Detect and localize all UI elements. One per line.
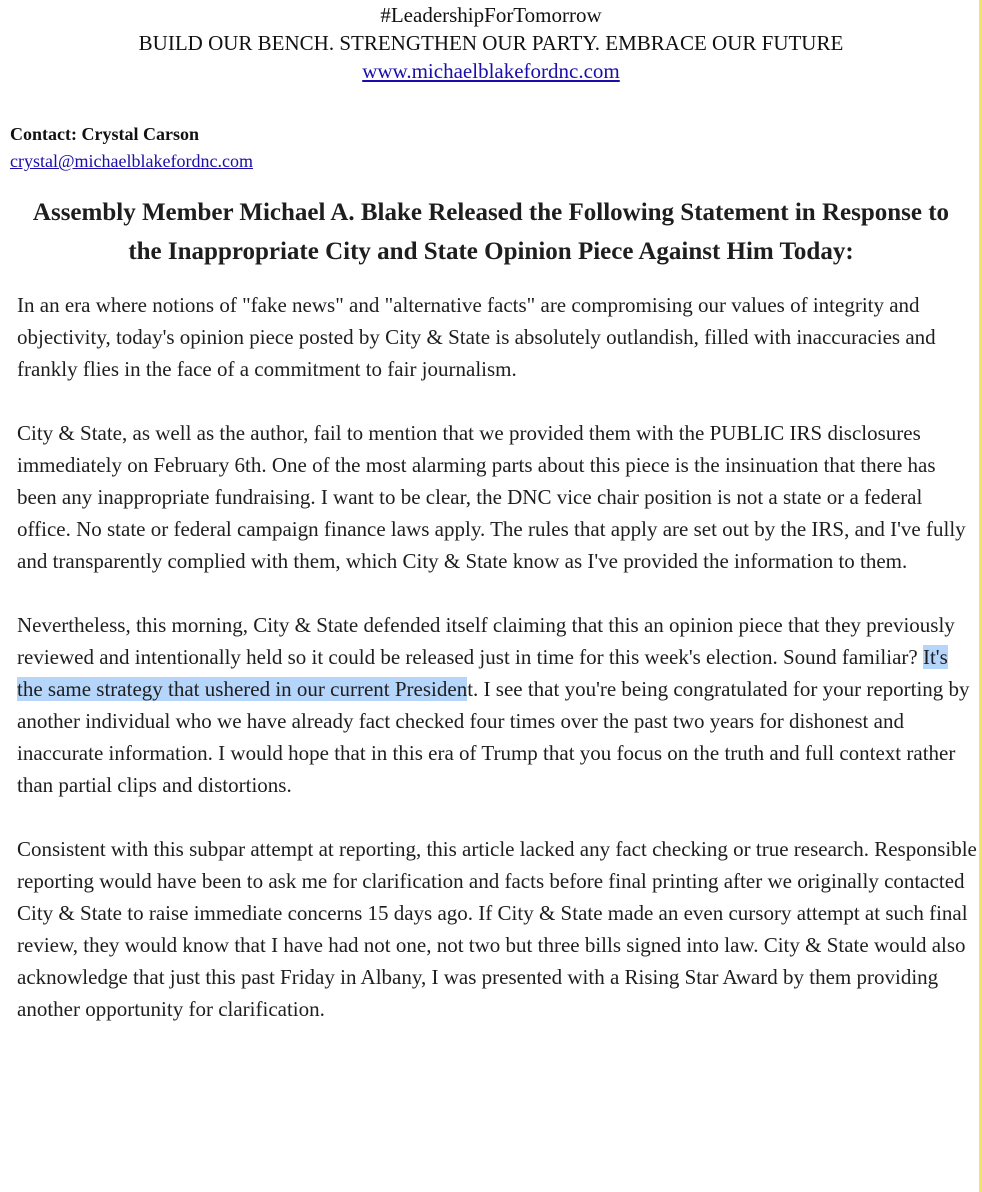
paragraph-1: In an era where notions of "fake news" and "alternative facts" are compromising our values of integrity and objectivity, today's opinion piece posted by City & State is absolutely outlandish, filled with inaccuracies and frankly flies in the face of a commitment to fair journalism. — [17, 293, 936, 381]
website-link[interactable]: www.michaelblakefordnc.com — [362, 59, 620, 83]
press-release-header — [0, 0, 982, 85]
statement-body — [0, 289, 982, 1025]
paragraph-4: Consistent with this subpar attempt at reporting, this article lacked any fact checking or true research. Responsible reporting would have been to ask me for clarification and facts before final printing after we originally contacted City & State to raise immediate concerns 15 days ago. If City & State made an even cursory attempt at such final review, they would know that I have had not one, not two but three bills signed into law. City & State would also acknowledge that just this past Friday in Albany, I was presented with a Rising Star Award by them providing another opportunity for clarification. — [17, 837, 977, 1021]
paragraph-3-end: t. I see that you're being congratulated for your reporting by another individual who we have already fact checked four times over the past two years for dishonest and inaccurate information. I would hope that in this era of Trump that you focus on the truth and full context rather than partial clips and distortions. — [17, 677, 970, 797]
paragraph-3 — [17, 609, 978, 801]
contact-block — [10, 121, 982, 175]
contact-email-link[interactable]: crystal@michaelblakefordnc.com — [10, 151, 253, 171]
hashtag: #LeadershipForTomorrow — [380, 3, 602, 27]
contact-name: Contact: Crystal Carson — [10, 124, 199, 144]
highlighted-text-selection[interactable]: It's the same strategy that ushered in our current Presiden — [17, 645, 948, 701]
slogan: BUILD OUR BENCH. STRENGTHEN OUR PARTY. EMBRACE OUR FUTURE — [138, 31, 844, 55]
paragraph-2: City & State, as well as the author, fail to mention that we provided them with the PUBLIC IRS disclosures immediately on February 6th. One of the most alarming parts about this piece is the insinuation that there has been any inappropriate fundraising. I want to be clear, the DNC vice chair position is not a state or a federal office. No state or federal campaign finance laws apply. The rules that apply are set out by the IRS, and I've fully and transparently complied with them, which City & State know as I've provided the information to them. — [17, 421, 966, 573]
paragraph-3-start: Nevertheless, this morning, City & State defended itself claiming that this an opinion piece that they previously reviewed and intentionally held so it could be released just in time for this week's election. Sound familiar? — [17, 613, 955, 669]
statement-headline: Assembly Member Michael A. Blake Released the Following Statement in Response to the Inappropriate City and State Opinion Piece Against Him Today: — [32, 199, 950, 265]
